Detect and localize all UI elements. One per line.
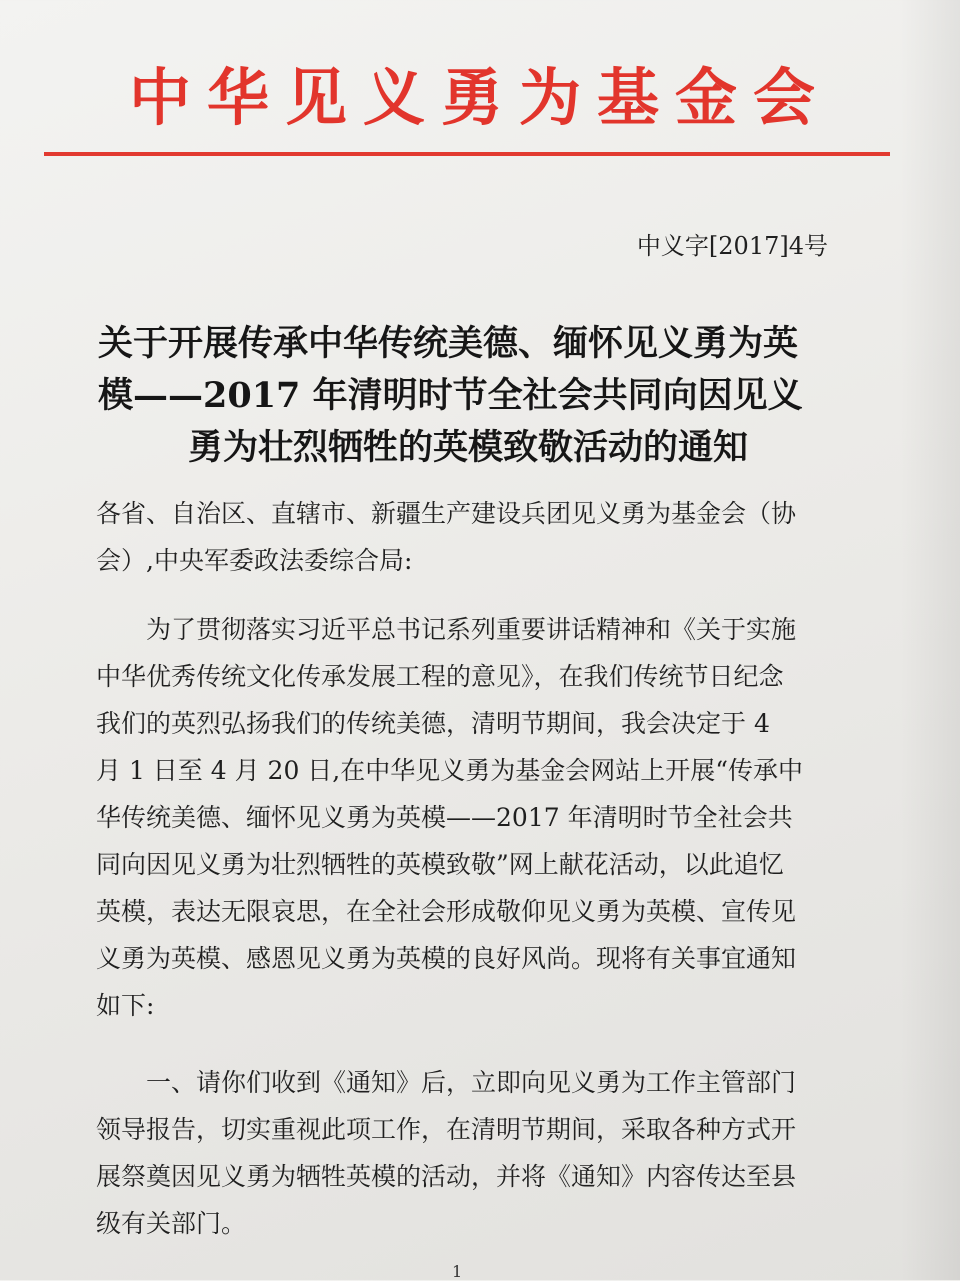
document-title <box>98 318 838 474</box>
paragraph1-line: 如下: <box>96 991 155 1020</box>
paragraph1-line: 为了贯彻落实习近平总书记系列重要讲话精神和《关于实施 <box>146 615 797 644</box>
page-shadow <box>900 0 960 1280</box>
letterhead-red-rule <box>44 152 890 156</box>
paragraph1-line: 中华优秀传统文化传承发展工程的意见》，在我们传统节日纪念 <box>96 662 784 691</box>
recipients-line: 各省、自治区、直辖市、新疆生产建设兵团见义勇为基金会（协 <box>96 499 797 528</box>
title-line: 模——2017 年清明时节全社会共同向因见义 <box>98 375 803 416</box>
title-line: 关于开展传承中华传统美德、缅怀见义勇为英 <box>98 323 799 364</box>
org-letterhead-title: 中华见义勇为基金会 <box>128 61 831 134</box>
document-number: 中义字[2017]4号 <box>636 232 828 260</box>
paragraph-gap <box>96 1029 836 1059</box>
document-body <box>96 490 836 1247</box>
paragraph2-line: 领导报告，切实重视此项工作，在清明节期间，采取各种方式开 <box>96 1115 797 1144</box>
paragraph1-line: 月 1 日至 4 月 20 日,在中华见义勇为基金会网站上开展“传承中 <box>96 756 804 785</box>
paragraph1-line: 义勇为英模、感恩见义勇为英模的良好风尚。现将有关事宜通知 <box>96 944 797 973</box>
paragraph2-line: 级有关部门。 <box>96 1209 247 1238</box>
paragraph1-line: 华传统美德、缅怀见义勇为英模——2017 年清明时节全社会共 <box>96 803 793 832</box>
paragraph2-line: 一、请你们收到《通知》后，立即向见义勇为工作主管部门 <box>146 1068 797 1097</box>
page-number: 1 <box>452 1262 463 1281</box>
recipients-line: 会）,中央军委政法委综合局: <box>96 546 413 575</box>
paragraph1-line: 同向因见义勇为壮烈牺牲的英模致敬”网上献花活动，以此追忆 <box>96 850 784 879</box>
title-line: 勇为壮烈牺牲的英模致敬活动的通知 <box>187 427 748 468</box>
paragraph1-line: 我们的英烈弘扬我们的传统美德，清明节期间，我会决定于 4 <box>96 709 770 738</box>
paragraph-gap <box>96 584 836 606</box>
paragraph1-line: 英模，表达无限哀思，在全社会形成敬仰见义勇为英模、宣传见 <box>96 897 797 926</box>
paragraph2-line: 展祭奠因见义勇为牺牲英模的活动，并将《通知》内容传达至县 <box>96 1162 797 1191</box>
